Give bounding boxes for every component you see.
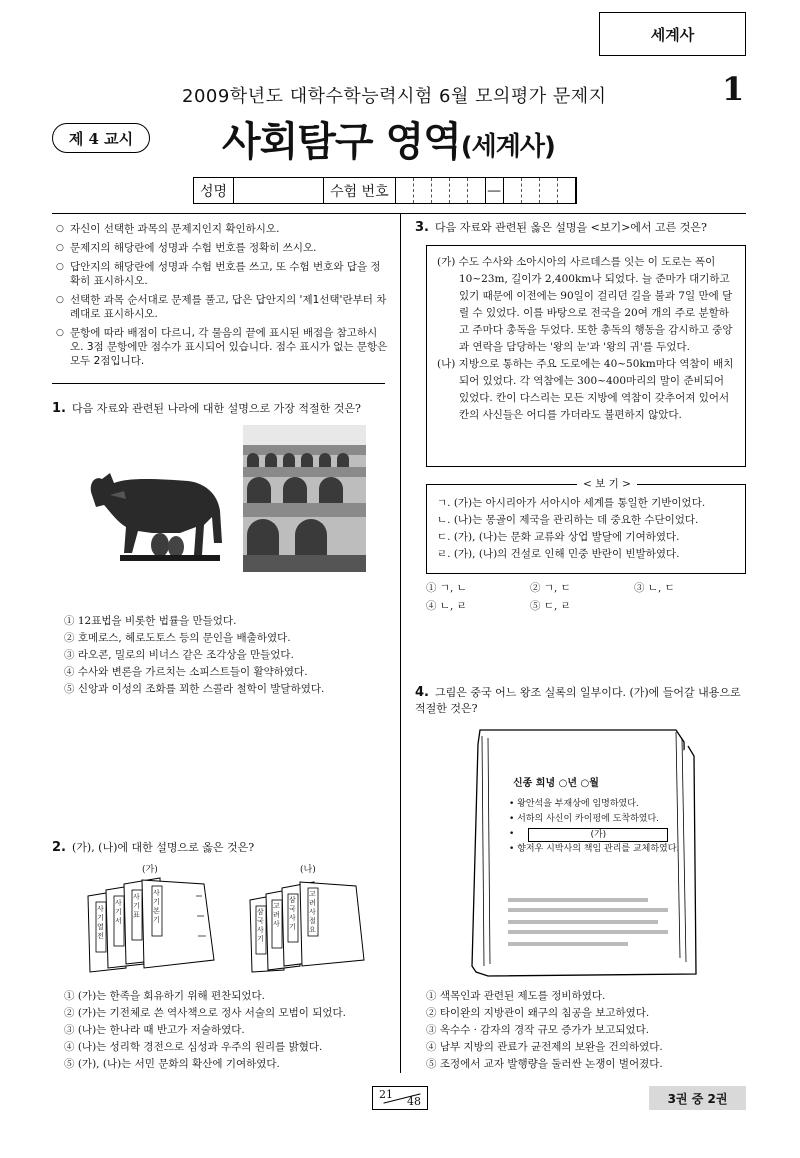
answer-choice[interactable]: ⑤ 신앙과 이성의 조화를 꾀한 스콜라 철학이 발달하였다. xyxy=(64,683,325,695)
passage-ga: (가) 수도 수사와 소아시아의 사르데스를 잇는 이 도로는 폭이 10~23m, 길이가 2,400km나 되었다. 늘 준마가 대기하고 있기 때문에 이전에는 90일이 걸리던 길을 불과 7일 만에 달릴 수 있었다. 이를 바탕으로 전국을 20여 개의 주로 분할하고 주마다 총독을 두었다. 또한 총독의 행동을 감시하고 중앙과 연락을 담당하는 '왕의 눈'과 '왕의 귀'를 두었다. xyxy=(437,256,733,353)
header-rule xyxy=(52,213,746,214)
record-item: • 서하의 사신이 카이펑에 도착하였다. xyxy=(509,814,660,824)
bogi-item: ㄱ. (가)는 아시리아가 서아시아 세계를 통일한 기반이었다. xyxy=(437,497,706,509)
answer-choice[interactable]: ③ (나)는 한나라 때 반고가 저술하였다. xyxy=(64,1024,245,1036)
question-text: (가), (나)에 대한 설명으로 옳은 것은? xyxy=(71,841,255,854)
main-title: 사회탐구 영역 xyxy=(222,119,461,165)
passage-na: (나) 지방으로 통하는 주요 도로에는 40~50km마다 역참이 배치되어 있었다. 각 역참에는 300~400마리의 말이 준비되어 있었다. 칸이 다스리는 모든 지방에 역참이 갖추어져 있어서 칸의 사신들은 어디를 가더라도 불편하지 않았다. xyxy=(437,358,734,421)
question-3-choices xyxy=(426,579,738,615)
exam-number-cell[interactable] xyxy=(468,178,486,203)
question-1-choices xyxy=(64,613,394,698)
page-current: 21 xyxy=(379,1088,393,1101)
book-label: 삼국사기 xyxy=(257,908,264,943)
label-ga: (가) xyxy=(142,865,158,875)
question-2-choices xyxy=(64,988,394,1073)
record-items xyxy=(509,797,689,857)
bogi-item: ㄷ. (가), (나)는 문화 교류와 상업 발달에 기여하였다. xyxy=(437,531,680,543)
question-2-stem xyxy=(52,840,392,856)
page-number: 1 xyxy=(722,70,745,108)
exam-number-cell[interactable] xyxy=(522,178,540,203)
book-label: 사기 본기 xyxy=(153,889,160,924)
answer-choice[interactable]: ② 타이완의 지방관이 왜구의 침공을 보고하였다. xyxy=(426,1007,650,1019)
question-text: 다음 자료와 관련된 옳은 설명을 <보기>에서 고른 것은? xyxy=(434,221,707,234)
main-title-paren: (세계사) xyxy=(460,132,555,162)
answer-choice[interactable]: ① 색목인과 관련된 제도를 정비하였다. xyxy=(426,990,606,1002)
answer-choice[interactable]: ④ ㄴ, ㄹ xyxy=(426,600,467,612)
answer-choice[interactable]: ⑤ (가), (나)는 서민 문화의 확산에 기여하였다. xyxy=(64,1058,280,1070)
bogi-title: < 보 기 > xyxy=(577,476,637,493)
exam-number-dash: — xyxy=(486,178,504,203)
answer-choice[interactable]: ③ 옥수수 · 감자의 경작 규모 증가가 보고되었다. xyxy=(426,1024,650,1036)
page-title xyxy=(222,110,555,167)
exam-number-cell[interactable] xyxy=(432,178,450,203)
exam-number-cell[interactable] xyxy=(540,178,558,203)
book-label: 사기 서 xyxy=(115,899,122,925)
answer-choice[interactable]: ② 호메로스, 헤로도토스 등의 문인을 배출하였다. xyxy=(64,632,291,644)
question-1-stem xyxy=(52,401,392,417)
column-divider xyxy=(400,213,401,1073)
question-number: 1. xyxy=(52,401,66,416)
question-number: 3. xyxy=(415,220,429,235)
passage-box xyxy=(426,245,746,467)
exam-number-cell[interactable] xyxy=(504,178,522,203)
name-label: 성명 xyxy=(194,178,234,203)
exam-title: 2009학년도 대학수학능력시험 6월 모의평가 문제지 xyxy=(182,86,607,107)
instruction-item: ○ 문항에 따라 배점이 다르니, 각 물음의 끝에 표시된 배점을 참고하시오. 3점 문항에만 점수가 표시되어 있습니다. 점수 표시가 없는 문항은 모두 2점입니다. xyxy=(56,326,390,368)
question-3-stem xyxy=(415,220,750,236)
bogi-item: ㄹ. (가), (나)의 건설로 인해 민중 반란이 빈발하였다. xyxy=(437,548,680,560)
question-text: 그림은 중국 어느 왕조 실록의 일부이다. (가)에 들어갈 내용으로 적절한 것은? xyxy=(415,686,741,715)
answer-choice[interactable]: ① ㄱ, ㄴ xyxy=(426,582,467,594)
instruction-divider xyxy=(52,383,385,384)
bogi-item: ㄴ. (나)는 몽골이 제국을 관리하는 데 중요한 수단이었다. xyxy=(437,514,699,526)
answer-choice[interactable]: ① (가)는 한족을 회유하기 위해 편찬되었다. xyxy=(64,990,266,1002)
book-label: 사기 표 xyxy=(133,893,140,919)
she-wolf-statue-image xyxy=(80,455,235,565)
subject-box: 세계사 xyxy=(599,12,746,56)
answer-choice[interactable]: ④ 수사와 변론을 가르치는 소피스트들이 활약하였다. xyxy=(64,666,308,678)
period-badge: 제 4 교시 xyxy=(52,123,150,153)
book-label: 고려사절요 xyxy=(309,890,316,934)
record-title: 신종 희녕 ○년 ○월 xyxy=(513,778,599,789)
aqueduct-photo xyxy=(243,425,366,572)
exam-number-cell[interactable] xyxy=(414,178,432,203)
instruction-item: ○ 문제지의 해당란에 성명과 수험 번호를 정확히 쓰시오. xyxy=(56,241,390,255)
book-label: 삼국사기 xyxy=(289,896,296,931)
record-item-text: 왕안석을 부재상에 임명하였다. xyxy=(517,799,639,809)
instruction-item: ○ 답안지의 해당란에 성명과 수험 번호를 쓰고, 또 수험 번호와 답을 정확히 표시하시오. xyxy=(56,260,390,288)
instruction-item: ○ 선택한 과목 순서대로 문제를 풀고, 답은 답안지의 '제1선택'란부터 차례대로 표시하시오. xyxy=(56,293,390,321)
answer-choice[interactable]: ② ㄱ, ㄷ xyxy=(530,582,571,594)
page-counter xyxy=(372,1086,428,1110)
book-label: 사기 열전 xyxy=(97,905,104,940)
answer-choice[interactable]: ⑤ 조정에서 교자 발행량을 둘러싼 논쟁이 벌어졌다. xyxy=(426,1058,663,1070)
exam-number-cell[interactable] xyxy=(396,178,414,203)
answer-choice[interactable]: ① 12표법을 비롯한 법률을 만들었다. xyxy=(64,615,237,627)
instructions xyxy=(56,222,390,373)
question-text: 다음 자료와 관련된 나라에 대한 설명으로 가장 적절한 것은? xyxy=(71,402,361,415)
answer-choice[interactable]: ③ ㄴ, ㄷ xyxy=(634,582,675,594)
page-total: 48 xyxy=(407,1095,421,1108)
record-item: • 향저우 시박사의 책임 관리를 교체하였다. xyxy=(509,844,680,854)
answer-choice[interactable]: ⑤ ㄷ, ㄹ xyxy=(530,600,571,612)
answer-choice[interactable]: ③ 라오콘, 밀로의 비너스 같은 조각상을 만들었다. xyxy=(64,649,294,661)
label-na: (나) xyxy=(300,865,316,875)
record-item: • (가) xyxy=(509,827,689,842)
record-item-text: 서하의 사신이 카이펑에 도착하였다. xyxy=(517,814,660,824)
exam-number-label: 수험 번호 xyxy=(324,178,396,203)
name-field[interactable] xyxy=(234,178,324,203)
question-4-choices xyxy=(426,988,756,1073)
exam-number-cell[interactable] xyxy=(558,178,576,203)
record-item: • 왕안석을 부재상에 임명하였다. xyxy=(509,799,639,809)
exam-number-cell[interactable] xyxy=(450,178,468,203)
blank-box: (가) xyxy=(528,828,668,842)
record-item-text: 향저우 시박사의 책임 관리를 교체하였다. xyxy=(517,844,680,854)
volume-badge: 3권 중 2권 xyxy=(649,1086,746,1110)
book-label: 고려사 xyxy=(273,902,280,928)
question-number: 4. xyxy=(415,685,429,700)
id-row xyxy=(193,177,577,204)
answer-choice[interactable]: ② (가)는 기전체로 쓴 역사책으로 정사 서술의 모범이 되었다. xyxy=(64,1007,347,1019)
answer-choice[interactable]: ④ 남부 지방의 관료가 균전제의 보완을 건의하였다. xyxy=(426,1041,663,1053)
answer-choice[interactable]: ④ (나)는 성리학 경전으로 심성과 우주의 원리를 밝혔다. xyxy=(64,1041,323,1053)
bogi-box xyxy=(426,478,746,574)
question-number: 2. xyxy=(52,840,66,855)
instruction-item: ○ 자신이 선택한 과목의 문제지인지 확인하시오. xyxy=(56,222,390,236)
question-4-stem xyxy=(415,685,750,717)
